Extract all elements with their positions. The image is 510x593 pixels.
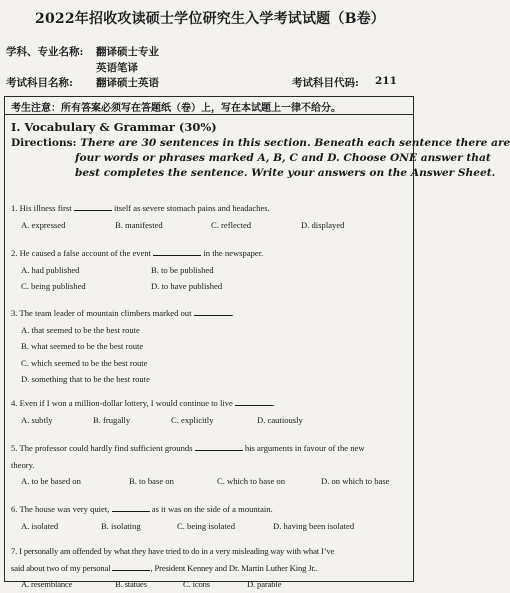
exam-subject-label: 考试科目名称: — [6, 77, 73, 89]
exam-code-value: 211 — [375, 75, 397, 87]
option-d: D. cautiously — [257, 414, 303, 425]
question-stem: 4. Even if I won a million-dollar lottery, I would continue to live . — [11, 398, 276, 408]
answer-blank — [153, 246, 201, 256]
question-stem: 6. The house was very quiet, as it was on the side of a mountain. — [11, 504, 273, 514]
answer-blank — [235, 396, 273, 406]
option-d: D. displayed — [301, 219, 345, 230]
candidate-notice: 考生注意：所有答案必须写在答题纸（卷）上，写在本试题上一律不给分。 — [11, 103, 341, 114]
option-c: C. which seemed to be the best route — [21, 357, 148, 368]
question-5 — [11, 440, 415, 490]
section-title: I. Vocabulary & Grammar (30%) — [11, 120, 217, 134]
question-7 — [11, 543, 415, 593]
option-d: D. on which to base — [321, 476, 390, 486]
option-d: D. something that to be the best route — [21, 374, 150, 384]
option-b: B. to base on — [129, 476, 174, 486]
directions-line-1: There are 30 sentences in this section. Beneath each sentence there are — [80, 137, 510, 149]
directions-label: Directions: — [11, 137, 77, 149]
answer-blank — [112, 502, 150, 512]
option-c: C. icons — [183, 579, 210, 589]
option-c: C. being isolated — [177, 520, 235, 531]
answer-sheet-frame — [4, 96, 510, 589]
option-b: B. what seemed to be the best route — [21, 341, 144, 351]
question-1 — [11, 200, 415, 233]
option-a: A. that seemed to be the best route — [21, 324, 140, 335]
option-c: C. reflected — [211, 219, 252, 230]
option-a: A. subtly — [21, 414, 53, 425]
option-d: D. to have published — [151, 281, 223, 291]
subject-value-2: 英语笔译 — [96, 62, 138, 74]
question-3 — [11, 305, 415, 388]
option-b: B. frugally — [93, 414, 131, 425]
question-6 — [11, 501, 415, 534]
option-c: C. which to base on — [217, 476, 286, 486]
option-d: D. parable — [247, 579, 282, 589]
option-b: B. isolating — [101, 520, 141, 531]
option-a: A. to be based on — [21, 476, 81, 486]
answer-blank — [194, 306, 232, 316]
exam-title: 2022年招收攻读硕士学位研究生入学考试试题（B卷） — [35, 11, 385, 27]
question-stem-continued: said about two of my personal , President Kenney and Dr. Martin Luther King Jr.. — [11, 562, 318, 573]
question-stem: 5. The professor could hardly find sufficient grounds his arguments in favour of the new — [11, 443, 365, 453]
option-c: C. explicitly — [171, 414, 214, 425]
question-stem: 2. He caused a false account of the event in the newspaper. — [11, 248, 264, 258]
subject-value: 翻译硕士专业 — [96, 46, 159, 58]
option-a: A. resemblance — [21, 579, 73, 589]
option-b: B. to be published — [151, 264, 214, 275]
option-a: A. had published — [21, 264, 80, 275]
answer-blank — [74, 201, 112, 211]
directions-line-3: best completes the sentence. Write your answers on the Answer Sheet. — [75, 167, 496, 179]
question-stem: 1. His illness first itself as severe stomach pains and headaches. — [11, 203, 270, 213]
directions-line-2: four words or phrases marked A, B, C and D. Choose ONE answer that — [75, 152, 491, 164]
subject-label: 学科、专业名称: — [6, 46, 84, 58]
exam-subject-value: 翻译硕士英语 — [96, 77, 159, 89]
notice-divider — [5, 114, 413, 115]
option-b: B. manifested — [115, 219, 163, 230]
question-stem-continued: theory. — [11, 459, 35, 470]
question-4 — [11, 395, 415, 428]
answer-blank — [112, 561, 150, 571]
directions — [11, 136, 510, 181]
option-a: A. expressed — [21, 219, 66, 230]
answer-blank — [195, 441, 243, 451]
option-a: A. isolated — [21, 520, 59, 531]
exam-code-label: 考试科目代码: — [292, 77, 359, 89]
option-c: C. being published — [21, 281, 86, 291]
option-b: B. statues — [115, 579, 147, 589]
option-d: D. having been isolated — [273, 520, 355, 531]
question-stem: 7. I personally am offended by what they have tried to do in a very misleading way with what I’ve — [11, 546, 335, 556]
question-2 — [11, 245, 415, 295]
question-stem: 3. The team leader of mountain climbers marked out . — [11, 308, 234, 318]
